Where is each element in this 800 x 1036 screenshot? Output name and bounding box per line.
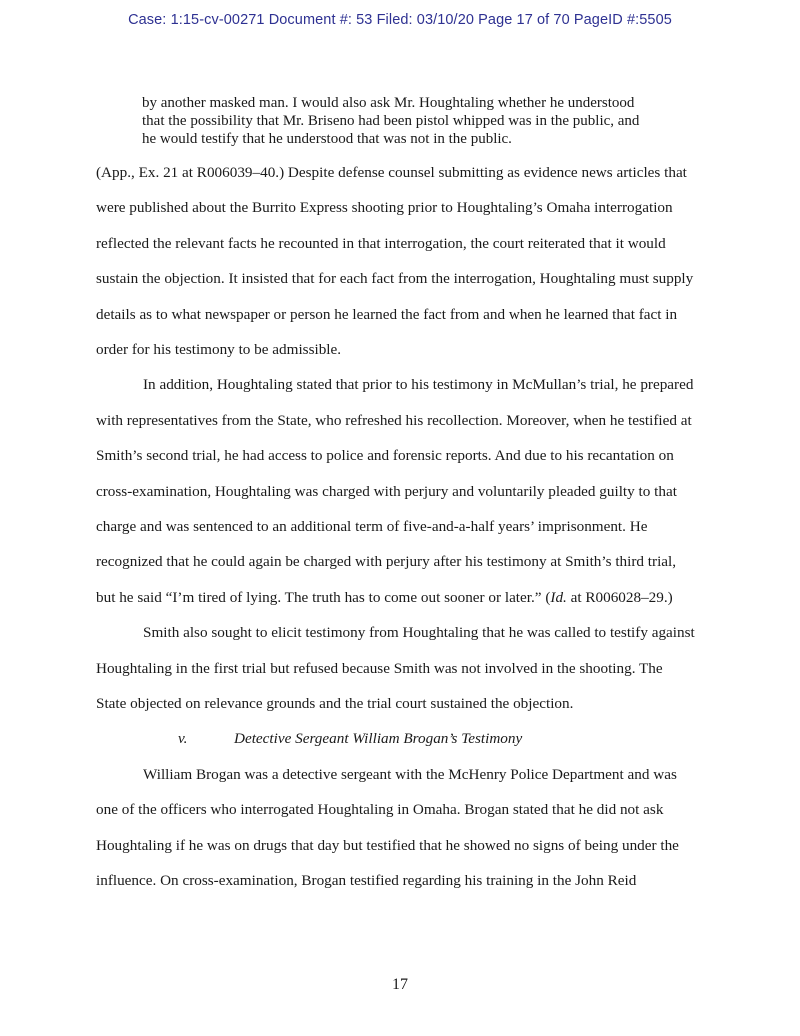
paragraph-1-line: sustain the objection. It insisted that for each fact from the interrogation, Houghtaling must supply [96, 270, 694, 288]
section-number: v. [178, 730, 188, 748]
paragraph-2-line: Smith’s second trial, he had access to police and forensic reports. And due to his recantation on [96, 447, 674, 465]
page-number: 17 [392, 976, 408, 993]
paragraph-3-line: State objected on relevance grounds and the trial court sustained the objection. [96, 695, 574, 712]
section-title: Detective Sergeant William Brogan’s Testimony [234, 730, 523, 748]
paragraph-4-line: Houghtaling if he was on drugs that day but testified that he showed no signs of being under the [96, 836, 679, 854]
paragraph-1-line: were published about the Burrito Express shooting prior to Houghtaling’s Omaha interrogation [96, 199, 673, 217]
paragraph-2-line: In addition, Houghtaling stated that prior to his testimony in McMullan’s trial, he prepared [143, 376, 694, 394]
paragraph-1-line: order for his testimony to be admissible. [96, 341, 342, 358]
citation-id: Id. [550, 588, 567, 606]
paragraph-2-line: with representatives from the State, who refreshed his recollection. Moreover, when he testified at [96, 411, 692, 429]
case-header: Case: 1:15-cv-00271 Document #: 53 Filed: 03/10/20 Page 17 of 70 PageID #:5505 [128, 12, 672, 28]
paragraph-2-line: recognized that he could again be charged with perjury after his testimony at Smith’s third trial, [96, 553, 677, 571]
citation-pages: at R006028–29.) [566, 588, 673, 606]
block-quote [142, 94, 682, 148]
section-heading [178, 729, 522, 749]
paragraph-2-line: charge and was sentenced to an additional term of five-and-a-half years’ imprisonment. He [96, 518, 648, 535]
paragraph-4-line: William Brogan was a detective sergeant with the McHenry Police Department and was [143, 765, 677, 783]
paragraph-3-line: Smith also sought to elicit testimony from Houghtaling that he was called to testify against [143, 624, 695, 642]
block-quote-line: that the possibility that Mr. Briseno had been pistol whipped was in the public, and [142, 113, 640, 129]
paragraph-1-line: details as to what newspaper or person he learned the fact from and when he learned that fact in [96, 305, 678, 323]
paragraph-1-line: (App., Ex. 21 at R006039–40.) Despite defense counsel submitting as evidence news articles that [96, 164, 687, 181]
paragraph-2-line: cross-examination, Houghtaling was charged with perjury and voluntarily pleaded guilty to that [96, 482, 677, 500]
paragraph-3-line: Houghtaling in the first trial but refused because Smith was not involved in the shooting. The [96, 659, 663, 677]
paragraph-2-line [96, 588, 673, 608]
paragraph-1-line: reflected the relevant facts he recounted in that interrogation, the court reiterated that it would [96, 234, 666, 252]
block-quote-line: by another masked man. I would also ask Mr. Houghtaling whether he understood [142, 95, 635, 111]
paragraph-4-line: one of the officers who interrogated Houghtaling in Omaha. Brogan stated that he did not ask [96, 801, 664, 819]
quote-text: but he said “I’m tired of lying. The truth has to come out sooner or later.” ( [96, 588, 551, 606]
paragraph-4-line: influence. On cross-examination, Brogan testified regarding his training in the John Reid [96, 872, 637, 889]
block-quote-line: he would testify that he understood that was not in the public. [142, 131, 512, 147]
